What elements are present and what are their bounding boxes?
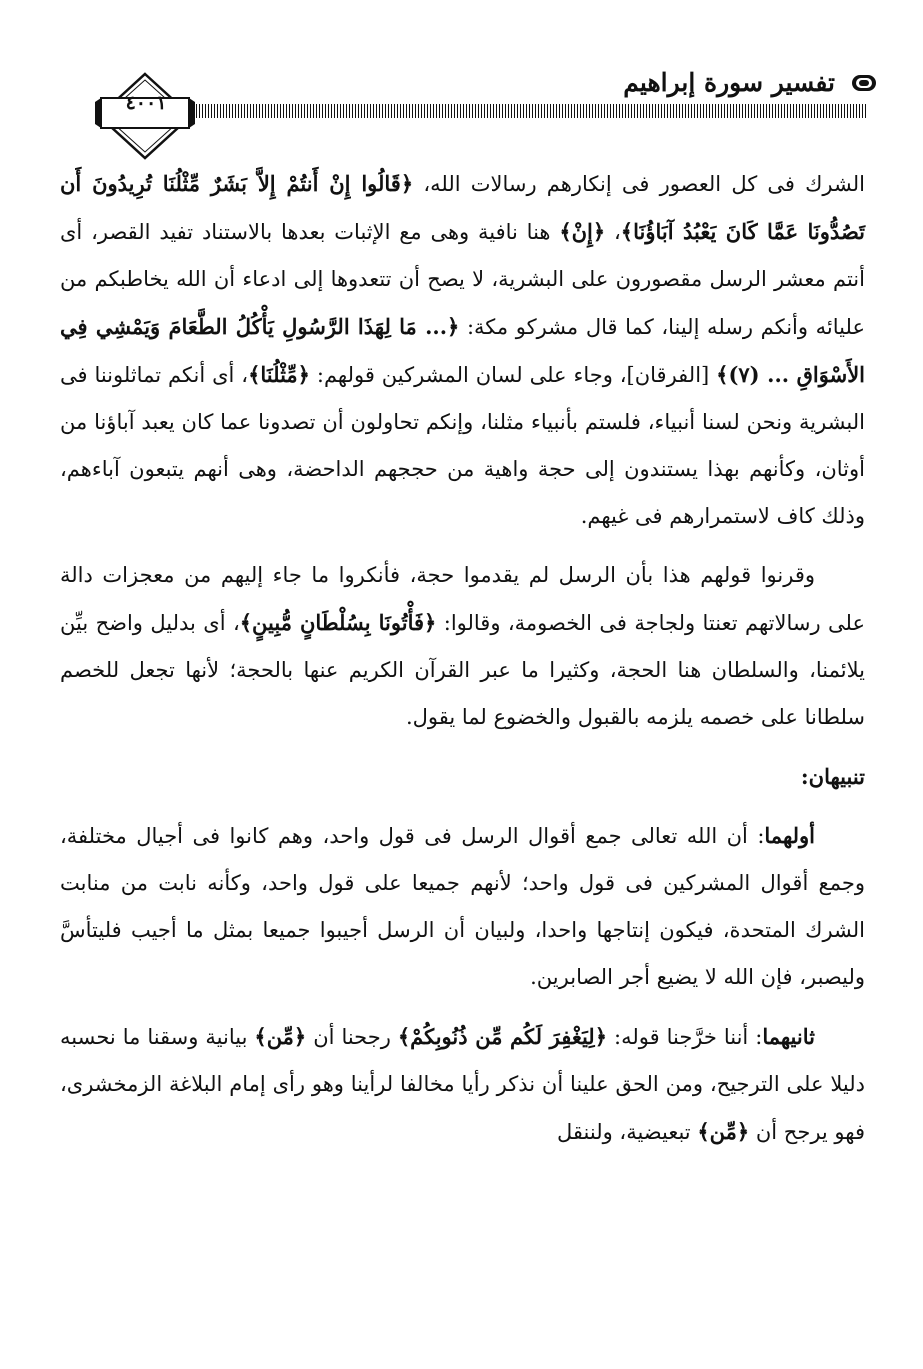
text-run: وقرنوا قولهم هذا بأن الرسل لم يقدموا حجة، فأنكروا ما جاء إليهم من معجزات دالة على رسالاتهم تعنتا ولجاجة فى الخصومة، وقالوا: [60, 563, 866, 635]
text-run: ، [605, 220, 621, 244]
quran-quote: ﴿مِّثْلُنَا﴾ [248, 362, 310, 387]
paragraph-3 [60, 812, 865, 1001]
text-run: [الفرقان]، وجاء على لسان المشركين قولهم: [309, 363, 717, 387]
paragraph-2 [60, 552, 865, 741]
text-run: : أننا خرَّجنا قوله: [607, 1025, 763, 1049]
paragraph-1 [60, 160, 865, 540]
text-run: رجحنا أن [306, 1025, 398, 1049]
lead-word: أولهما [764, 823, 815, 848]
quran-quote: ﴿مِّن﴾ [697, 1119, 750, 1144]
text-run: : أن الله تعالى جمع أقوال الرسل فى قول واحد، وهم كانوا فى أجيال مختلفة، وجمع أقوال المشركين فى قول واحد؛ لأنهم جميعا على قول واحد، وكأنه نابت من منابت الشرك المتحدة، فيكون إنتاجها واحدا، ولبيان أن الرسل أجيبوا جميعا بمثل ما أجيب فليتأسَّ وليصبر، فإن الله لا يضيع أجر الصابرين. [60, 824, 865, 989]
text-run: تبعيضية، ولننقل [557, 1120, 698, 1144]
header-rule [190, 104, 868, 118]
text-run: بيانية وسقنا ما نحسبه دليلا على الترجيح، ومن الحق علينا أن نذكر رأيا مخالفا لرأينا وهو رأى إمام البلاغة الزمخشرى، فهو يرجح أن [60, 1025, 865, 1144]
page-number: ٤٠٠١ [125, 92, 167, 114]
text-run: هنا نافية وهى مع الإثبات بعدها بالاستناد تفيد القصر، أى أنتم معشر الرسل مقصورون على البشرية، لا يصح أن تتعدوها إلى ادعاء أن الله يخاطبكم من عليائه وأنكم رسله إلينا، كما قال مشركو مكة: [60, 220, 865, 339]
diamond-badge-icon [95, 72, 195, 162]
quran-quote: ﴿قَالُوا إِنْ أَنتُمْ إِلاَّ بَشَرٌ مِّثْلُنَا تُرِيدُونَ أَن تَصُدُّونَا عَمَّا كَانَ يَعْبُدُ آبَاؤُنَا﴾ [60, 171, 866, 244]
quran-quote: ﴿... مَا لِهَذَا الرَّسُولِ يَأْكُلُ الطَّعَامَ وَيَمْشِي فِي الأَسْوَاقِ ... (٧)﴾ [60, 314, 866, 387]
text-run: ، أى أنكم تماثلوننا فى البشرية ونحن لسنا أنبياء، فلستم بأنبياء مثلنا، وإنكم تحاولون أن تصدونا عما كان يعبد آباؤنا من أوثان، وكأنهم بهذا يستندون إلى حجة واهية من حججهم الداحضة، وهى أنهم يتبعون آباءهم، وذلك كاف لاستمرارهم فى غيهم. [60, 363, 865, 528]
quran-quote: ﴿مِّن﴾ [254, 1024, 307, 1049]
text-run: ، أى بدليل واضح بيِّن يلائمنا، والسلطان هنا الحجة، وكثيرا ما عبر القرآن الكريم عنها بالحجة؛ لأنها تجعل للخصم سلطانا على خصمه يلزمه بالقبول والخضوع لما يقول. [60, 611, 865, 729]
page-body [60, 160, 865, 1168]
section-heading: تنبيهان: [800, 764, 865, 789]
quran-quote: ﴿إِنْ﴾ [559, 219, 606, 244]
quran-quote: ﴿فَأْتُونَا بِسُلْطَانٍ مُّبِينٍ﴾ [239, 610, 437, 635]
lead-word: ثانيهما [762, 1024, 815, 1049]
text-run: الشرك فى كل العصور فى إنكارهم رسالات الله، [413, 172, 865, 196]
paragraph-4 [60, 1013, 865, 1156]
ornament-icon [851, 72, 877, 94]
quran-quote: ﴿لِيَغْفِرَ لَكُم مِّن ذُنُوبِكُمْ﴾ [397, 1024, 608, 1049]
running-header-title: تفسير سورة إبراهيم [623, 68, 835, 97]
